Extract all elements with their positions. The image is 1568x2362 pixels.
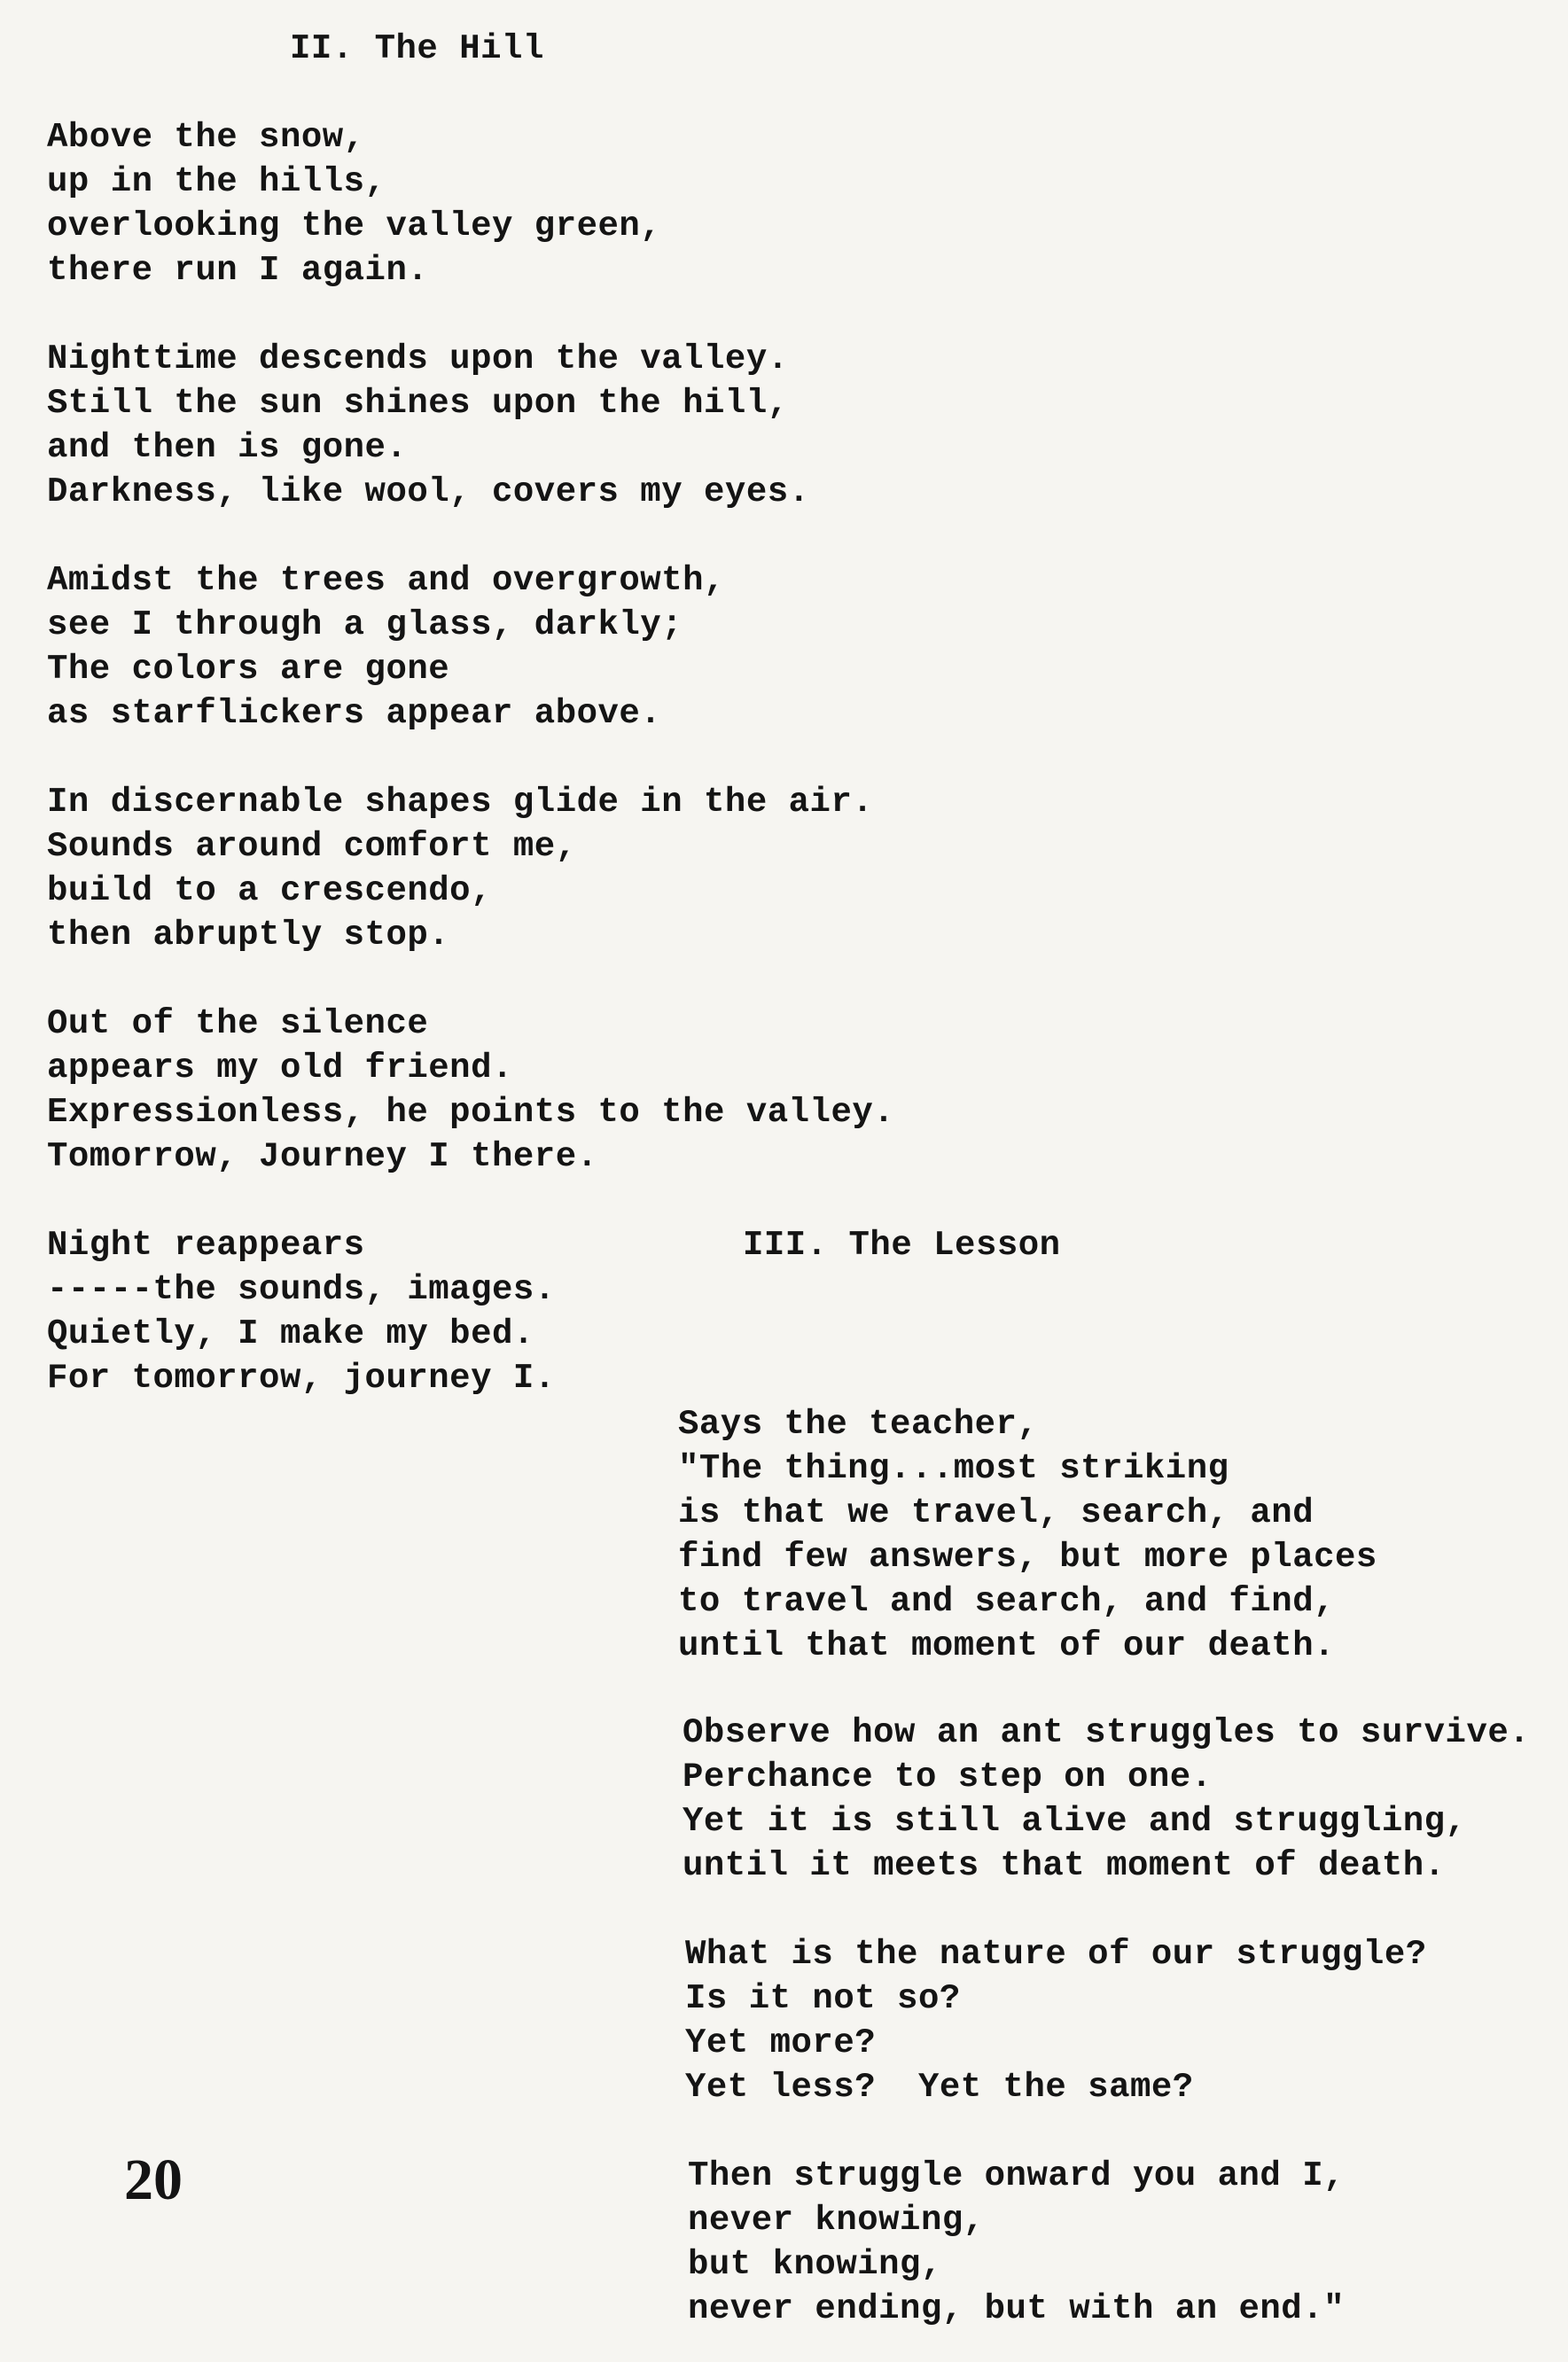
poem-line: The colors are gone bbox=[47, 650, 450, 689]
poem-line: Says the teacher, bbox=[678, 1405, 1039, 1444]
poem-line: then abruptly stop. bbox=[47, 916, 450, 955]
poem-line: Night reappears bbox=[47, 1226, 365, 1265]
poem-line: never knowing, bbox=[688, 2201, 985, 2240]
poem-line: What is the nature of our struggle? bbox=[685, 1935, 1427, 1974]
poem-line: In discernable shapes glide in the air. bbox=[47, 783, 874, 822]
hill-stanza-4 bbox=[47, 780, 873, 957]
poem-line: as starflickers appear above. bbox=[47, 694, 662, 733]
lesson-stanza-1 bbox=[678, 1402, 1377, 1668]
poem-line: Perchance to step on one. bbox=[683, 1758, 1213, 1797]
poem-line: "The thing...most striking bbox=[678, 1449, 1229, 1488]
poem-line: there run I again. bbox=[47, 251, 429, 290]
poem-line: Out of the silence bbox=[47, 1004, 429, 1043]
hill-stanza-1 bbox=[47, 115, 661, 292]
poem-line: Quietly, I make my bed. bbox=[47, 1314, 534, 1353]
poem-line: Above the snow, bbox=[47, 118, 365, 157]
lesson-stanza-3 bbox=[685, 1932, 1427, 2109]
poem-line: Amidst the trees and overgrowth, bbox=[47, 561, 725, 600]
poem-line: but knowing, bbox=[688, 2245, 942, 2284]
poem-line: see I through a glass, darkly; bbox=[47, 605, 683, 644]
poem-line: Tomorrow, Journey I there. bbox=[47, 1137, 598, 1176]
poem-line: Sounds around comfort me, bbox=[47, 827, 577, 866]
lesson-stanza-4 bbox=[688, 2154, 1345, 2331]
section-iii-title: III. The Lesson bbox=[743, 1226, 1061, 1265]
poem-line: overlooking the valley green, bbox=[47, 207, 662, 246]
poem-line: Darkness, like wool, covers my eyes. bbox=[47, 472, 810, 511]
section-ii-title: II. The Hill bbox=[290, 29, 544, 68]
poem-line: Observe how an ant struggles to survive. bbox=[683, 1713, 1531, 1752]
poem-line: Yet it is still alive and struggling, bbox=[683, 1802, 1467, 1841]
poem-line: Expressionless, he points to the valley. bbox=[47, 1093, 895, 1132]
poem-line: appears my old friend. bbox=[47, 1048, 513, 1087]
poem-line: Then struggle onward you and I, bbox=[688, 2156, 1346, 2195]
page-number: 20 bbox=[124, 2148, 183, 2212]
poem-line: Is it not so? bbox=[685, 1979, 961, 2018]
poem-line: -----the sounds, images. bbox=[47, 1270, 556, 1309]
poem-line: up in the hills, bbox=[47, 162, 386, 201]
poem-line: is that we travel, search, and bbox=[678, 1493, 1314, 1532]
hill-stanza-5 bbox=[47, 1002, 894, 1179]
poem-line: to travel and search, and find, bbox=[678, 1582, 1336, 1621]
poem-line: Still the sun shines upon the hill, bbox=[47, 384, 789, 423]
poem-line: find few answers, but more places bbox=[678, 1538, 1377, 1577]
poem-line: Yet more? bbox=[685, 2023, 877, 2062]
poem-line: until it meets that moment of death. bbox=[683, 1846, 1446, 1885]
hill-stanza-6 bbox=[47, 1223, 556, 1400]
hill-stanza-2 bbox=[47, 337, 810, 514]
poem-line: Yet less? Yet the same? bbox=[685, 2068, 1194, 2107]
poem-line: For tomorrow, journey I. bbox=[47, 1359, 556, 1398]
poem-line: until that moment of our death. bbox=[678, 1626, 1336, 1665]
hill-stanza-3 bbox=[47, 558, 725, 736]
poem-line: build to a crescendo, bbox=[47, 871, 492, 910]
poem-line: never ending, but with an end." bbox=[688, 2289, 1346, 2328]
poem-line: and then is gone. bbox=[47, 428, 408, 467]
lesson-stanza-2 bbox=[683, 1711, 1530, 1888]
poem-line: Nighttime descends upon the valley. bbox=[47, 339, 789, 378]
